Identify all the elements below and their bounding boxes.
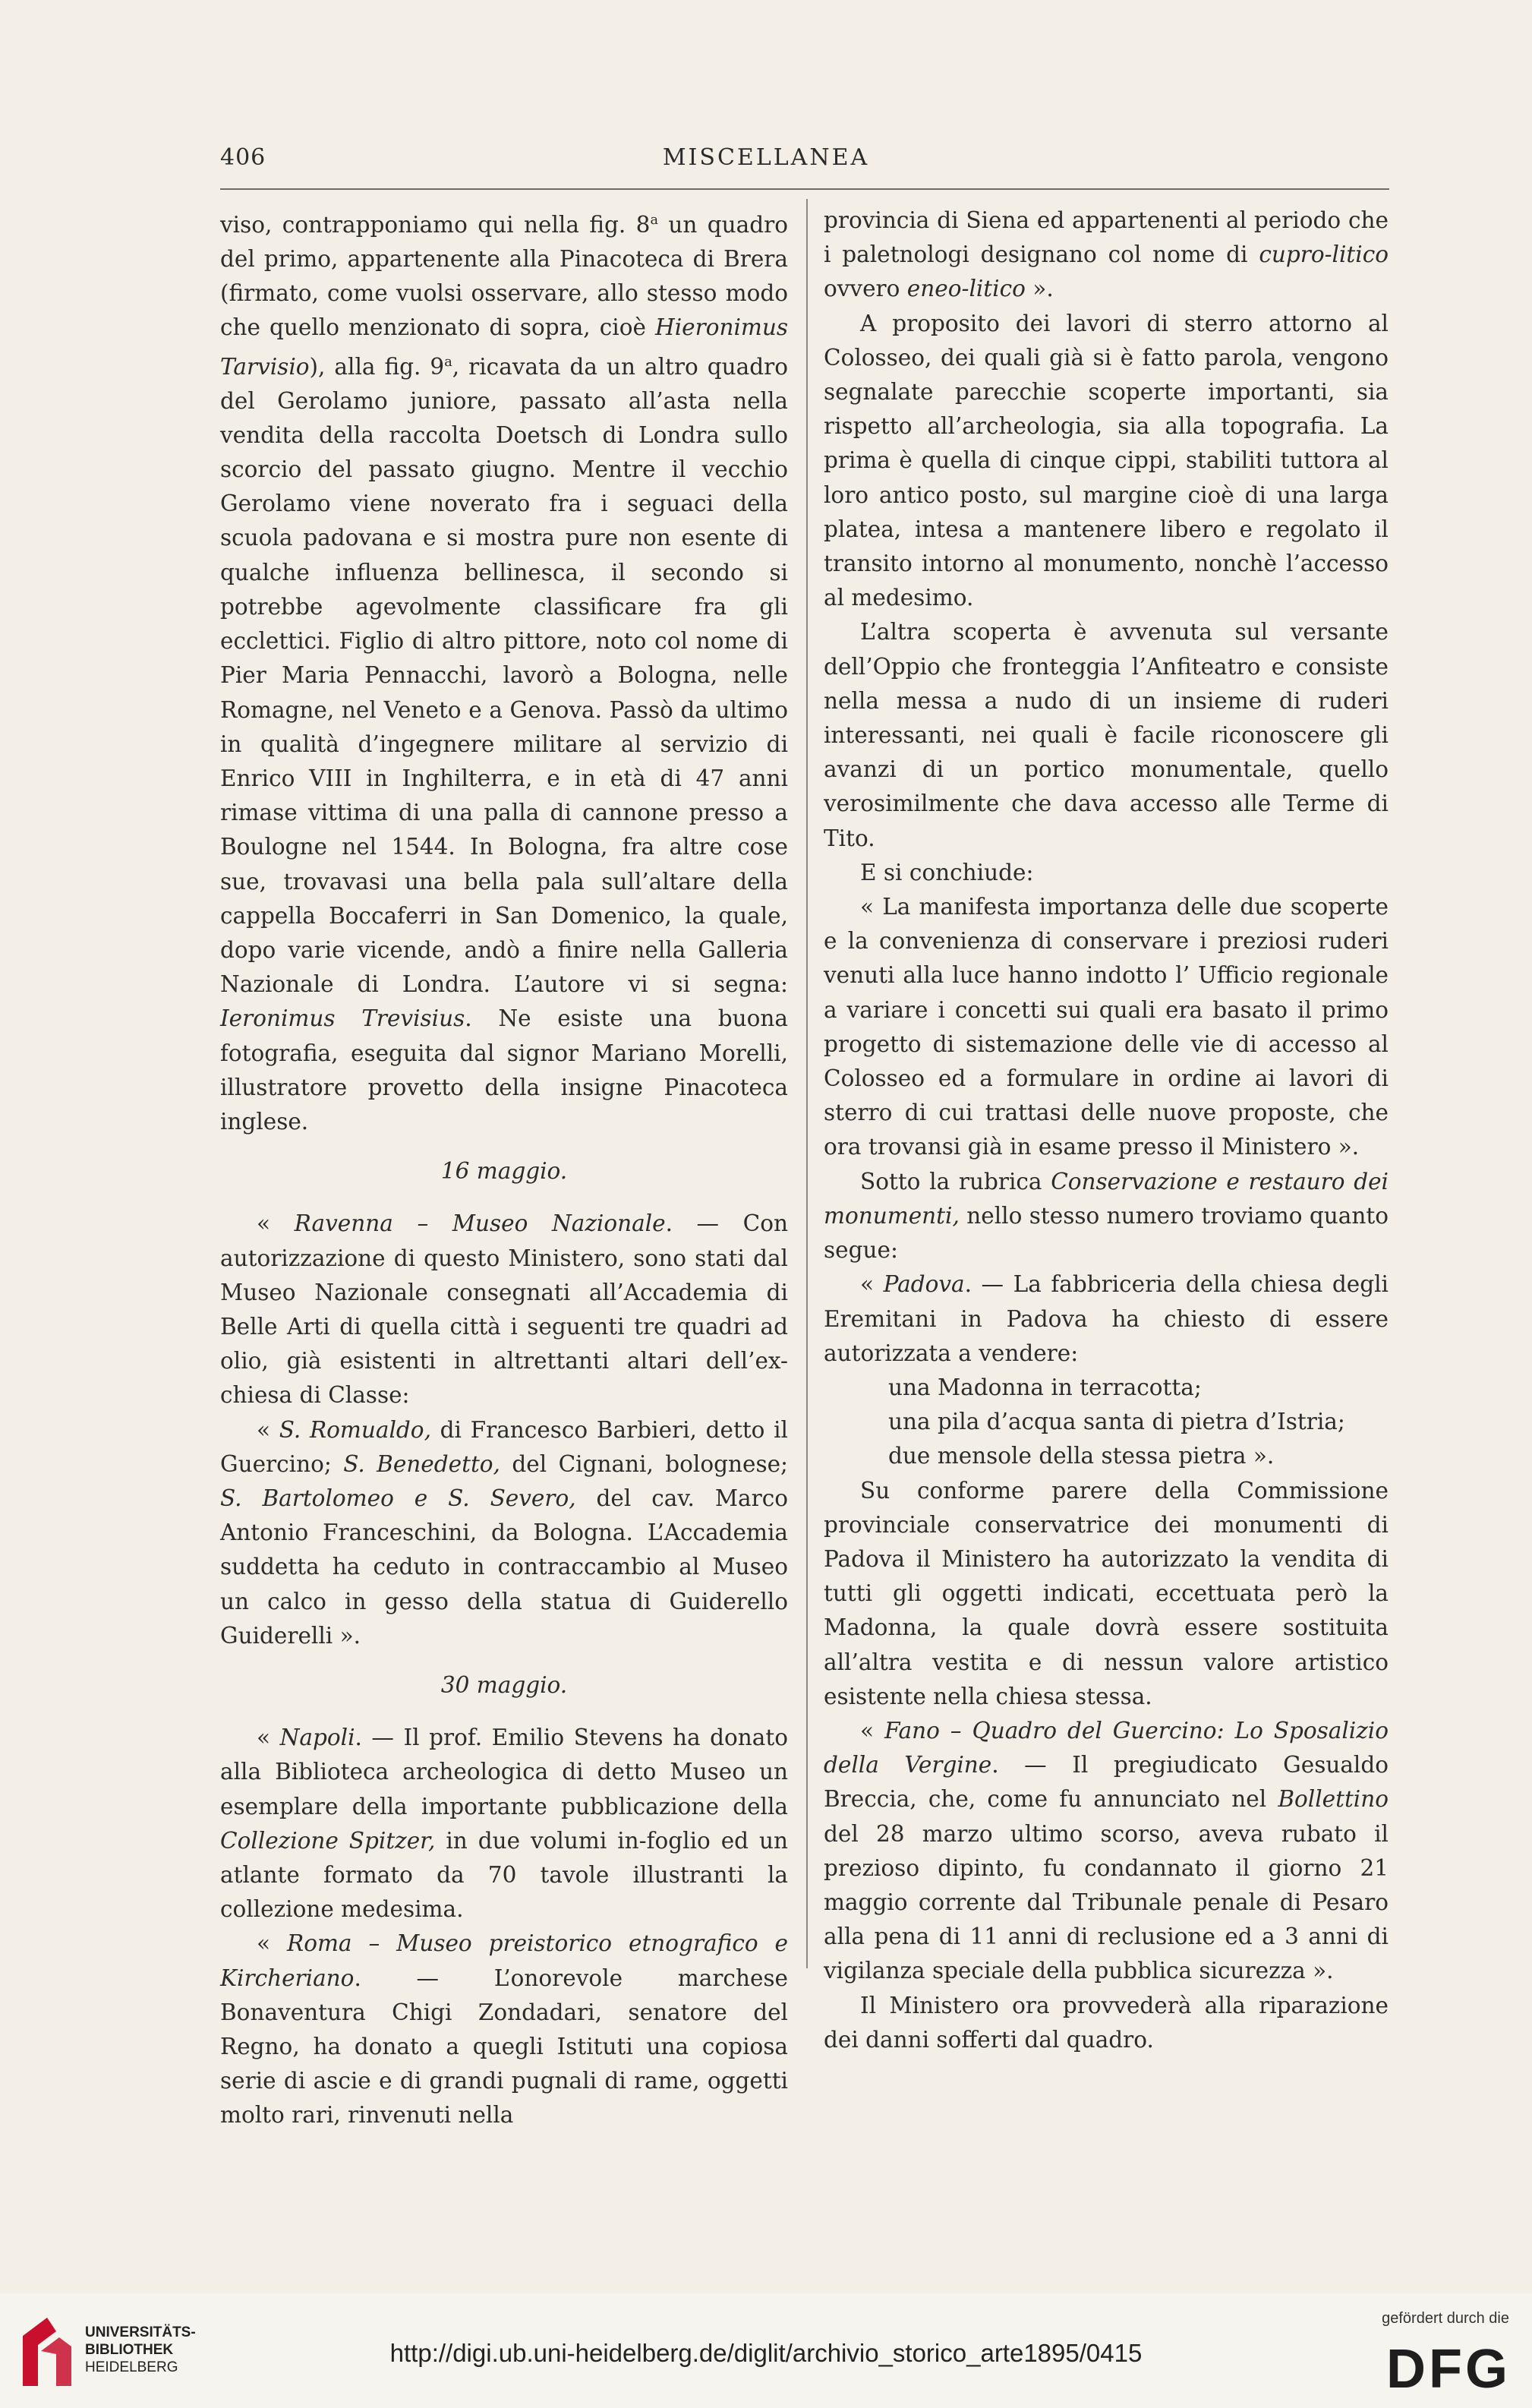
italic-text: S. Bartolomeo e S. Severo, bbox=[220, 1485, 576, 1511]
text-run: del cav. Marco Antonio Franceschini, da Bologna. L’Accademia suddetta ha ceduto in contraccambio al Museo un calco in gesso della statua di Guiderello Guiderelli ». bbox=[220, 1485, 788, 1649]
text-run: L’altra scoperta è avvenuta sul versante dell’Oppio che fronteggia l’Anfiteatro e consiste nella messa a nudo di un insieme di ruderi interessanti, nei quali è facile riconoscere gli avanzi di un portico monumentale, quello verosimilmente che dava accesso alle Terme di Tito. bbox=[824, 619, 1389, 851]
text-run: 30 maggio. bbox=[440, 1671, 568, 1698]
paragraph bbox=[824, 204, 1389, 307]
paragraph bbox=[824, 1165, 1389, 1268]
text-run: « bbox=[257, 1930, 287, 1957]
text-run: « bbox=[257, 1416, 279, 1443]
list-item bbox=[824, 1405, 1389, 1439]
text-run: , ricavata da un altro quadro del Gerolamo juniore, passato all’asta nella vendita della raccolta Doetsch di Londra sullo scorcio del passato giugno. Mentre il vecchio Gerolamo viene noverato fra i seguaci della scuola padovana e si mostra pure non esente di qualche influenza bellinesca, il secondo si potrebbe agevolmente classificare fra gli ecclettici. Figlio di altro pittore, noto col nome di Pier Maria Pennacchi, lavorò a Bologna, nelle Romagne, nel Veneto e a Genova. Passò da ultimo in qualità d’ingegnere militare al servizio di Enrico VIII in Inghilterra, e in età di 47 anni rimase vittima di una palla di cannone presso a Boulogne nel 1544. In Bologna, fra altre cose sue, trovavasi una bella pala sull’altare della cappella Boccaferri in San Domenico, la quale, dopo varie vicende, andò a finire nella Galleria Nazionale di Londra. L’autore vi si segna: bbox=[220, 353, 788, 998]
text-run: A proposito dei lavori di sterro attorno al Colosseo, dei quali già si è fatto parola, vengono segnalate parecchie scoperte importanti, sia rispetto all’archeologia, sia alla topografia. La prima è quella di cinque cippi, stabiliti tuttora al loro antico posto, sul margine cioè di una larga platea, intesa a mantenere libero e regolato il transito intorno al monumento, nonchè l’accesso al medesimo. bbox=[824, 310, 1389, 611]
running-head: MISCELLANEA bbox=[662, 144, 870, 171]
text-run: a bbox=[444, 354, 452, 370]
text-run: Su conforme parere della Commissione provinciale conservatrice dei monumenti di Padova il Ministero ha autorizzato la vendita di tutti gli oggetti indicati, eccettuata però la Madonna, la quale dovrà essere sostituita all’altra vestita e di nessun valore artistico esistente nella chiesa stessa. bbox=[824, 1477, 1389, 1709]
text-run: viso, contrapponiamo qui nella fig. 8 bbox=[220, 211, 651, 238]
text-run: 16 maggio. bbox=[440, 1158, 568, 1185]
text-run: in due volumi in-foglio ed un atlante formato da 70 tavole illustranti la collezione medesima. bbox=[220, 1827, 788, 1923]
text-run: a bbox=[650, 213, 658, 228]
paragraph bbox=[824, 1714, 1389, 1989]
text-run: di Francesco Barbieri, detto il Guercino; bbox=[220, 1416, 788, 1477]
text-run: Sotto la rubrica bbox=[860, 1168, 1051, 1195]
paragraph bbox=[824, 1989, 1389, 2057]
paragraph bbox=[824, 1474, 1389, 1714]
paragraph bbox=[824, 856, 1389, 890]
paragraph bbox=[824, 615, 1389, 855]
text-run: « La manifesta importanza delle due scoperte e la convenienza di conservare i preziosi ruderi venuti alla luce hanno indotto l’ Ufficio regionale a variare i concetti sui quali era basato il primo progetto di sistemazione delle vie di accesso al Colosseo ed a formulare in ordine ai lavori di sterro di cui trattasi delle nuove proposte, che ora trovansi già in esame presso il Ministero ». bbox=[824, 894, 1389, 1160]
italic-text: Fano – Quadro del Guercino: Lo Sposalizio della Vergine bbox=[824, 1717, 1389, 1778]
italic-text: Conservazione e restauro dei monumenti, bbox=[824, 1168, 1389, 1229]
text-run: . — Con autorizzazione di questo Ministero, sono stati dal Museo Nazionale consegnati all’Accademia di Belle Arti di quella città i seguenti tre quadri ad olio, già esistenti in altrettanti altari dell’ex-chiesa di Classe: bbox=[220, 1210, 788, 1409]
text-run: . — Il pregiudicato Gesualdo Breccia, che, come fu annunciato nel bbox=[824, 1752, 1389, 1813]
library-name-line-1: UNIVERSITÄTS- bbox=[85, 2324, 196, 2340]
italic-text: cupro-litico bbox=[1259, 241, 1389, 268]
paragraph bbox=[824, 1267, 1389, 1371]
italic-text: Padova bbox=[883, 1271, 965, 1298]
page-number: 406 bbox=[220, 144, 266, 171]
italic-text: S. Benedetto, bbox=[343, 1450, 500, 1477]
text-run: una pila d’acqua santa di pietra d’Istria; bbox=[888, 1409, 1345, 1435]
paragraph bbox=[824, 307, 1389, 616]
text-run: una Madonna in terracotta; bbox=[888, 1374, 1202, 1400]
permalink-url[interactable]: http://digi.ub.uni-heidelberg.de/diglit/archivio_storico_arte1895/0415 bbox=[389, 2339, 1143, 2367]
paragraph bbox=[220, 1721, 788, 1927]
italic-text: Roma – Museo preistorico etnografico e Kircheriano bbox=[220, 1930, 788, 1991]
text-run: . — Il prof. Emilio Stevens ha donato alla Biblioteca archeologica di detto Museo un esemplare della importante pubblicazione della bbox=[220, 1725, 788, 1819]
text-run: « bbox=[860, 1271, 884, 1298]
right-column bbox=[824, 204, 1389, 2057]
library-name-line-3: HEIDELBERG bbox=[85, 2359, 178, 2375]
italic-text: eneo-litico bbox=[906, 276, 1026, 302]
text-run: « bbox=[257, 1725, 280, 1751]
date-heading bbox=[220, 1154, 788, 1188]
text-run: E si conchiude: bbox=[860, 859, 1034, 885]
column-divider bbox=[806, 199, 808, 1968]
italic-text: Ieronimus Trevisius bbox=[220, 1005, 465, 1032]
italic-text: Ravenna – Museo Nazionale bbox=[294, 1210, 666, 1237]
paragraph bbox=[824, 890, 1389, 1165]
text-run: ), alla fig. 9 bbox=[309, 353, 445, 380]
funding-note: gefördert durch die bbox=[1382, 2310, 1509, 2327]
text-run: Il Ministero ora provvederà alla riparazione dei danni sofferti dal quadro. bbox=[824, 1992, 1389, 2053]
left-column bbox=[220, 204, 788, 2133]
paragraph bbox=[220, 1207, 788, 1412]
italic-text: Bollettino bbox=[1278, 1786, 1389, 1813]
text-run: provincia di Siena ed appartenenti al periodo che i paletnologi designano col nome di bbox=[824, 207, 1389, 268]
text-run: due mensole della stessa pietra ». bbox=[888, 1443, 1275, 1469]
italic-text: Hieronimus Tarvisio bbox=[220, 314, 788, 380]
text-run: . — L’onorevole marchese Bonaventura Chigi Zondadari, senatore del Regno, ha donato a quegli Istituti una copiosa serie di ascie e di grandi pugnali di rame, oggetti molto rari, rinvenuti nella bbox=[220, 1965, 788, 2129]
text-run: . Ne esiste una buona fotografia, eseguita dal signor Mariano Morelli, illustratore provetto della insigne Pinacoteca inglese. bbox=[220, 1005, 788, 1135]
italic-text: Napoli bbox=[279, 1725, 355, 1751]
list-item bbox=[824, 1439, 1389, 1473]
digitization-footer bbox=[0, 2293, 1532, 2408]
text-run: « bbox=[860, 1717, 885, 1744]
dfg-logo: DFG bbox=[1386, 2339, 1511, 2400]
paragraph bbox=[220, 204, 788, 1139]
text-run: del Cignani, bolognese; bbox=[500, 1450, 788, 1477]
date-heading bbox=[220, 1668, 788, 1703]
text-run: nello stesso numero troviamo quanto segue: bbox=[824, 1202, 1389, 1264]
paragraph bbox=[220, 1413, 788, 1653]
text-run: ovvero bbox=[824, 276, 907, 302]
list-item bbox=[824, 1371, 1389, 1405]
library-name-line-2: BIBLIOTHEK bbox=[85, 2342, 174, 2358]
paragraph bbox=[220, 1927, 788, 2132]
text-run: . — La fabbriceria della chiesa degli Eremitani in Padova ha chiesto di essere autorizzata a vendere: bbox=[824, 1271, 1389, 1366]
text-run: del 28 marzo ultimo scorso, aveva rubato il prezioso dipinto, fu condannato il giorno 21 maggio corrente dal Tribunale penale di Pesaro alla pena di 11 anni di reclusione ed a 3 anni di vigilanza speciale della pubblica sicurezza ». bbox=[824, 1820, 1389, 1984]
text-run: « bbox=[257, 1210, 295, 1237]
italic-text: Collezione Spitzer, bbox=[220, 1827, 436, 1854]
header-rule bbox=[220, 188, 1389, 190]
text-run: ». bbox=[1025, 276, 1054, 302]
italic-text: S. Romualdo, bbox=[279, 1416, 431, 1443]
text-run: un quadro del primo, appartenente alla Pinacoteca di Brera (firmato, come vuolsi osservare, allo stesso modo che quello menzionato di sopra, cioè bbox=[220, 211, 788, 341]
